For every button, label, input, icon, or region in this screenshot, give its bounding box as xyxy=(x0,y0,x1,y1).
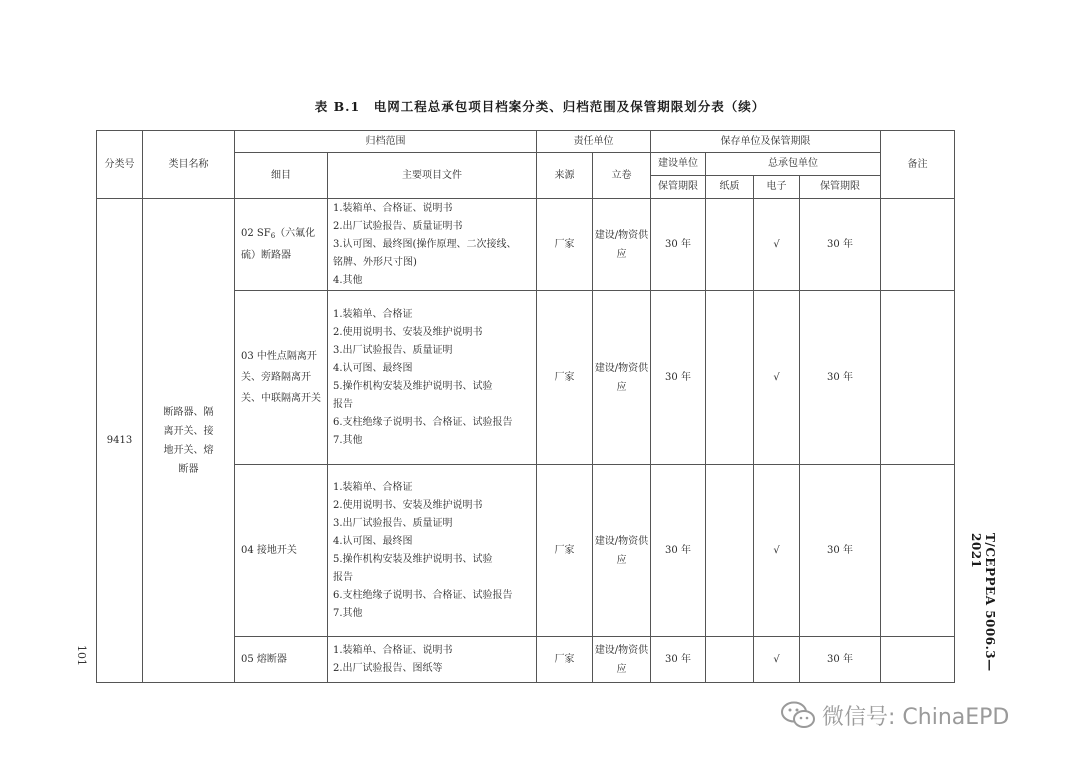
electronic-cell: √ xyxy=(754,637,800,683)
file-line: 3.出厂试验报告、质量证明 xyxy=(333,517,453,529)
header-paper: 纸质 xyxy=(706,176,754,199)
files-cell xyxy=(328,291,537,465)
file-line: 6.支柱绝缘子说明书、合格证、试验报告 xyxy=(333,416,513,428)
file-line: 4.认可图、最终图 xyxy=(333,362,413,374)
header-retention: 保存单位及保管期限 xyxy=(651,131,881,153)
wechat-icon xyxy=(780,700,816,730)
file-line: 1.装箱单、合格证、说明书 xyxy=(333,202,453,214)
item-cell xyxy=(235,199,328,291)
page-number: 101 xyxy=(75,645,88,666)
paper-cell xyxy=(706,465,754,637)
item-subscript: 6 xyxy=(270,232,276,240)
class-name-line: 离开关、接 xyxy=(163,425,214,437)
header-source: 来源 xyxy=(537,153,593,199)
standard-number: T/CEPPEA 5006.3—2021 xyxy=(969,533,997,672)
header-retention-period: 保管期限 xyxy=(651,176,706,199)
file-line: 3.认可图、最终图(操作原理、二次接线、 xyxy=(333,238,517,250)
file-line: 2.使用说明书、安装及维护说明书 xyxy=(333,499,483,511)
electronic-cell: √ xyxy=(754,465,800,637)
construction-period-cell: 30 年 xyxy=(651,465,706,637)
item-prefix: 02 SF xyxy=(241,228,271,239)
filing-cell: 建设/物资供应 xyxy=(593,291,651,465)
remarks-cell xyxy=(881,291,955,465)
file-line: 7.其他 xyxy=(333,434,363,446)
class-name-line: 断路器、隔 xyxy=(163,406,214,418)
header-remarks: 备注 xyxy=(881,131,955,199)
header-detail: 细目 xyxy=(235,153,328,199)
item-cell: 05 熔断器 xyxy=(235,637,328,683)
class-name-cell xyxy=(143,199,235,683)
source-cell: 厂家 xyxy=(537,199,593,291)
source-cell: 厂家 xyxy=(537,465,593,637)
file-line: 铭牌、外形尺寸图) xyxy=(333,256,417,268)
file-line: 1.装箱单、合格证 xyxy=(333,481,413,493)
file-line: 报告 xyxy=(333,571,353,583)
files-cell xyxy=(328,637,537,683)
header-filing: 立卷 xyxy=(593,153,651,199)
epc-period-cell: 30 年 xyxy=(800,637,881,683)
epc-period-cell: 30 年 xyxy=(800,291,881,465)
source-cell: 厂家 xyxy=(537,291,593,465)
file-line: 5.操作机构安装及维护说明书、试验 xyxy=(333,553,493,565)
filing-cell: 建设/物资供应 xyxy=(593,199,651,291)
files-cell xyxy=(328,199,537,291)
file-line: 2.使用说明书、安装及维护说明书 xyxy=(333,326,483,338)
archive-table xyxy=(96,130,955,683)
paper-cell xyxy=(706,199,754,291)
header-construction-unit: 建设单位 xyxy=(651,153,706,176)
file-line: 2.出厂试验报告、质量证明书 xyxy=(333,220,463,232)
remarks-cell xyxy=(881,465,955,637)
file-line: 4.认可图、最终图 xyxy=(333,535,413,547)
file-line: 1.装箱单、合格证、说明书 xyxy=(333,644,453,656)
header-epc-retention-period: 保管期限 xyxy=(800,176,881,199)
file-line: 6.支柱绝缘子说明书、合格证、试验报告 xyxy=(333,589,513,601)
filing-cell: 建设/物资供应 xyxy=(593,465,651,637)
remarks-cell xyxy=(881,199,955,291)
class-name-line: 地开关、熔 xyxy=(163,444,214,456)
header-main-files: 主要项目文件 xyxy=(328,153,537,199)
source-cell: 厂家 xyxy=(537,637,593,683)
file-line: 3.出厂试验报告、质量证明 xyxy=(333,344,453,356)
table-title: 表 B.1 电网工程总承包项目档案分类、归档范围及保管期限划分表（续） xyxy=(314,99,766,114)
file-line: 1.装箱单、合格证 xyxy=(333,308,413,320)
electronic-cell: √ xyxy=(754,199,800,291)
construction-period-cell: 30 年 xyxy=(651,291,706,465)
item-cell: 04 接地开关 xyxy=(235,465,328,637)
epc-period-cell: 30 年 xyxy=(800,465,881,637)
header-class-name: 类目名称 xyxy=(143,131,235,199)
file-line: 报告 xyxy=(333,398,353,410)
remarks-cell xyxy=(881,637,955,683)
filing-cell: 建设/物资供应 xyxy=(593,637,651,683)
construction-period-cell: 30 年 xyxy=(651,637,706,683)
header-epc-unit: 总承包单位 xyxy=(706,153,881,176)
header-electronic: 电子 xyxy=(754,176,800,199)
construction-period-cell: 30 年 xyxy=(651,199,706,291)
file-line: 4.其他 xyxy=(333,274,363,286)
electronic-cell: √ xyxy=(754,291,800,465)
header-responsible-unit: 责任单位 xyxy=(537,131,651,153)
file-line: 2.出厂试验报告、图纸等 xyxy=(333,662,443,674)
watermark-text: 微信号: ChinaEPD xyxy=(822,704,1010,730)
watermark xyxy=(780,698,1050,732)
paper-cell xyxy=(706,291,754,465)
files-cell xyxy=(328,465,537,637)
class-name-line: 断器 xyxy=(178,463,199,475)
item-cell: 03 中性点隔离开关、旁路隔离开关、中联隔离开关 xyxy=(235,291,328,465)
epc-period-cell: 30 年 xyxy=(800,199,881,291)
file-line: 7.其他 xyxy=(333,607,363,619)
file-line: 5.操作机构安装及维护说明书、试验 xyxy=(333,380,493,392)
paper-cell xyxy=(706,637,754,683)
header-class-no: 分类号 xyxy=(97,131,143,199)
header-archive-scope: 归档范围 xyxy=(235,131,537,153)
class-no-cell: 9413 xyxy=(97,199,143,683)
item-suffix: （六氟化硫）断路器 xyxy=(241,228,316,261)
